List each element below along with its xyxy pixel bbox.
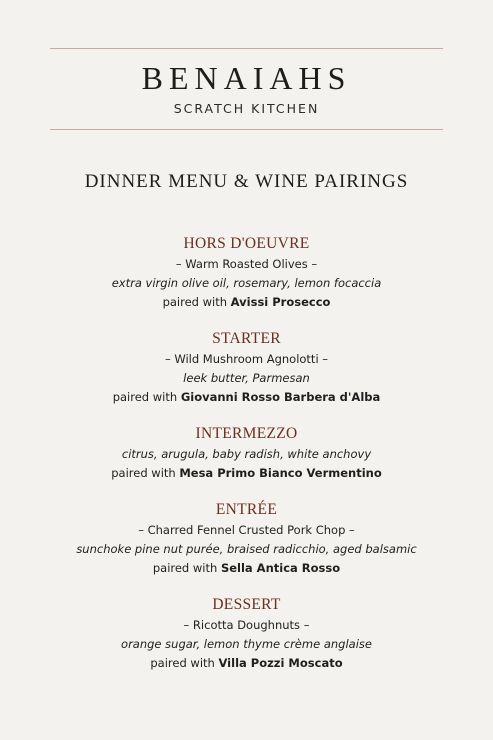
wine-pairing bbox=[0, 464, 493, 483]
dish-name: – Wild Mushroom Agnolotti – bbox=[164, 352, 329, 366]
dish-name: – Warm Roasted Olives – bbox=[175, 257, 318, 271]
wine-name: Mesa Primo Bianco Vermentino bbox=[179, 466, 382, 480]
course-entree bbox=[0, 499, 493, 578]
header-bottom-rule bbox=[50, 129, 443, 130]
dish-name: – Ricotta Doughnuts – bbox=[183, 618, 310, 632]
course-name: HORS D'OEUVRE bbox=[183, 235, 310, 252]
brand-name: BENAIAHS bbox=[141, 60, 352, 96]
course-intermezzo bbox=[0, 423, 493, 483]
wine-pairing bbox=[0, 293, 493, 312]
course-hors-doeuvre bbox=[0, 233, 493, 312]
pairing-prefix: paired with bbox=[162, 295, 228, 309]
wine-pairing bbox=[0, 388, 493, 407]
dish-description: orange sugar, lemon thyme crème anglaise bbox=[121, 637, 372, 651]
wine-name: Giovanni Rosso Barbera d'Alba bbox=[180, 390, 381, 404]
course-dessert bbox=[0, 594, 493, 673]
menu-title: DINNER MENU & WINE PAIRINGS bbox=[84, 171, 409, 192]
wine-pairing bbox=[0, 559, 493, 578]
course-name: STARTER bbox=[212, 330, 281, 347]
pairing-prefix: paired with bbox=[112, 390, 178, 404]
dish-name: – Charred Fennel Crusted Pork Chop – bbox=[138, 523, 355, 537]
wine-name: Avissi Prosecco bbox=[230, 295, 331, 309]
dish-description: citrus, arugula, baby radish, white anchovy bbox=[121, 447, 372, 461]
dish-description: sunchoke pine nut purée, braised radicchio, aged balsamic bbox=[76, 542, 417, 556]
dish-description: extra virgin olive oil, rosemary, lemon focaccia bbox=[111, 276, 382, 290]
brand-tagline: SCRATCH KITCHEN bbox=[173, 101, 320, 116]
pairing-prefix: paired with bbox=[152, 561, 218, 575]
wine-name: Villa Pozzi Moscato bbox=[218, 656, 343, 670]
course-name: DESSERT bbox=[212, 596, 281, 613]
course-starter bbox=[0, 328, 493, 407]
wine-pairing bbox=[0, 654, 493, 673]
dish-description: leek butter, Parmesan bbox=[183, 371, 310, 385]
pairing-prefix: paired with bbox=[150, 656, 215, 670]
course-name: INTERMEZZO bbox=[195, 425, 298, 442]
pairing-prefix: paired with bbox=[111, 466, 176, 480]
course-name: ENTRÉE bbox=[215, 501, 278, 518]
header-top-rule bbox=[50, 48, 443, 49]
course-list bbox=[0, 233, 493, 689]
wine-name: Sella Antica Rosso bbox=[220, 561, 341, 575]
